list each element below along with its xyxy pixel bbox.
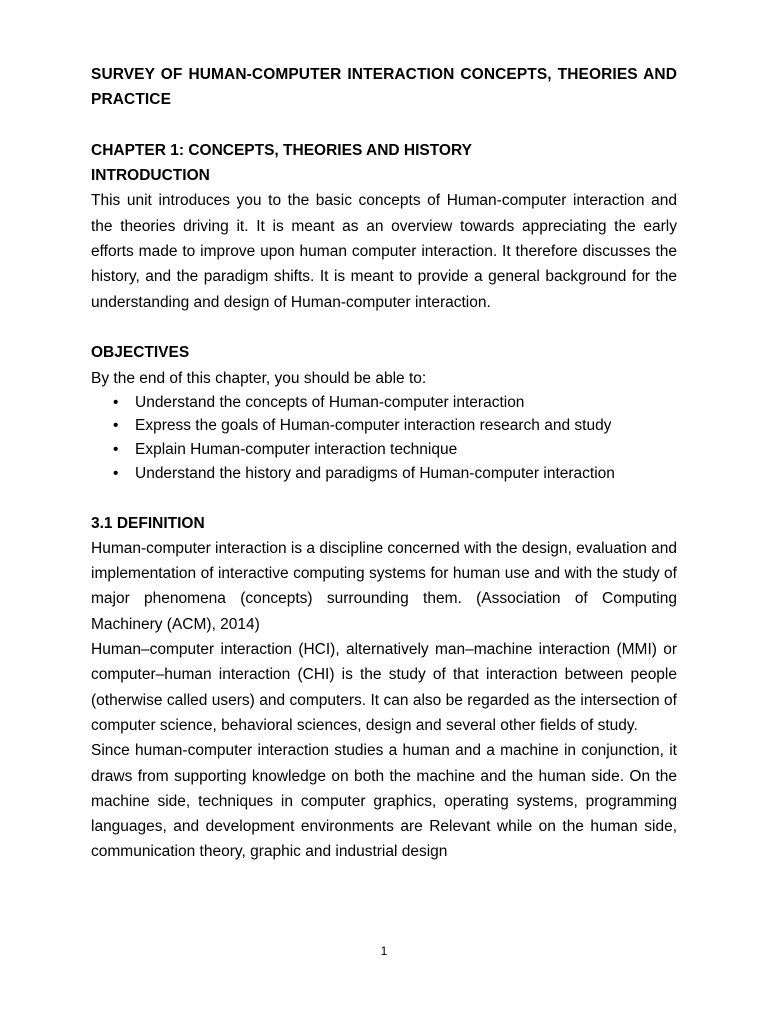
introduction-paragraph: This unit introduces you to the basic concepts of Human-computer interaction and the theories driving it. It is meant as an overview towards appreciating the early efforts made to improve upon human computer interaction. It therefore discusses the history, and the paradigm shifts. It is meant to provide a general background for the understanding and design of Human-computer interaction. xyxy=(91,192,677,311)
definition-paragraph: Human-computer interaction is a discipline concerned with the design, evaluation and implementation of interactive computing systems for human use and with the study of major phenomena (concepts) surrounding them. (Association of Computing Machinery (ACM), 2014) xyxy=(91,539,677,633)
definition-paragraph: Human–computer interaction (HCI), alternatively man–machine interaction (MMI) or computer–human interaction (CHI) is the study of that interaction between people (otherwise called users) and computers. It can also be regarded as the intersection of computer science, behavioral sciences, design and several other fields of study. xyxy=(91,641,677,734)
objective-text: Explain Human-computer interaction technique xyxy=(135,441,458,459)
list-item xyxy=(91,438,677,462)
list-item xyxy=(91,414,677,438)
objective-text: Express the goals of Human-computer interaction research and study xyxy=(135,417,612,435)
chapter-heading: CHAPTER 1: CONCEPTS, THEORIES AND HISTORY xyxy=(91,141,472,159)
definition-heading: 3.1 DEFINITION xyxy=(91,514,205,532)
bullet-icon: • xyxy=(113,417,119,435)
introduction-heading: INTRODUCTION xyxy=(91,167,210,185)
objective-text: Understand the history and paradigms of Human-computer interaction xyxy=(135,464,615,482)
spacer xyxy=(91,485,677,510)
definition-paragraph: Since human-computer interaction studies a human and a machine in conjunction, it draws from supporting knowledge on both the machine and the human side. On the machine side, techniques in computer graphics, operating systems, programming languages, and development environments are Relevant while on the human side, communication theory, graphic and industrial design xyxy=(91,742,677,861)
objectives-list xyxy=(91,391,677,485)
spacer xyxy=(91,315,677,340)
spacer xyxy=(91,113,677,138)
list-item xyxy=(91,462,677,486)
document-page xyxy=(91,62,677,865)
objectives-heading: OBJECTIVES xyxy=(91,344,190,362)
list-item xyxy=(91,391,677,415)
bullet-icon: • xyxy=(113,441,119,459)
objective-text: Understand the concepts of Human-computer interaction xyxy=(135,393,525,411)
bullet-icon: • xyxy=(113,393,119,411)
bullet-icon: • xyxy=(113,464,119,482)
document-title: SURVEY OF HUMAN-COMPUTER INTERACTION CONCEPTS, THEORIES AND PRACTICE xyxy=(91,66,677,109)
objectives-lead: By the end of this chapter, you should be able to: xyxy=(91,369,427,387)
page-number: 1 xyxy=(380,944,388,958)
